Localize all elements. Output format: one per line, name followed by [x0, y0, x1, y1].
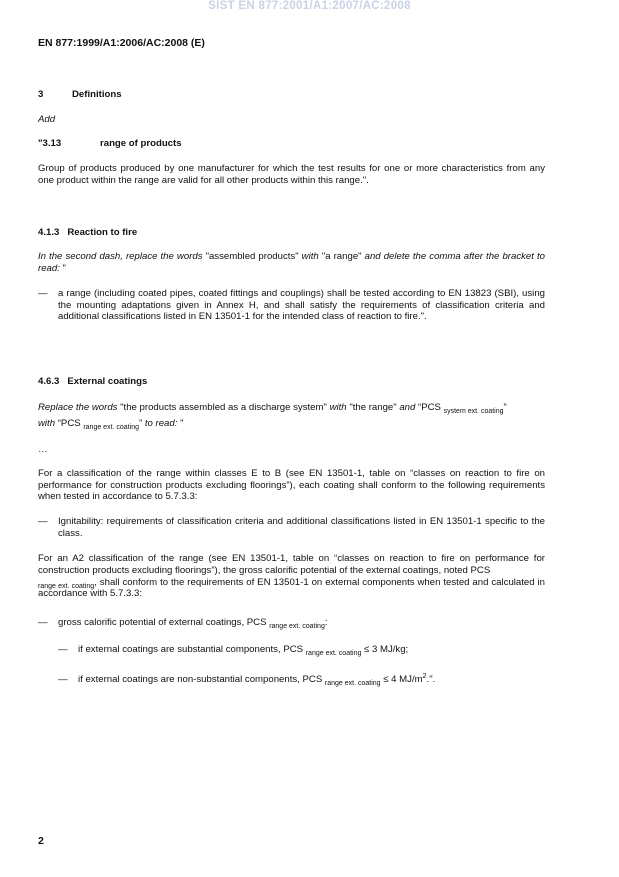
instr-text: to read:	[142, 418, 181, 429]
substantial-components-text: if external coatings are substantial components, PCS $_{range ext. coating}$ ≤ 3 MJ/kg;	[78, 644, 409, 657]
section-413-instruction	[38, 251, 545, 274]
gross-calorific-text: gross calorific potential of external coatings, PCS $_{range ext. coating}$:	[58, 617, 328, 630]
definition-number: "3.13	[38, 138, 62, 149]
list-item	[58, 644, 545, 658]
section-463-instruction	[38, 400, 545, 432]
definition-text: Group of products produced by one manufacturer for which the test results for one or more characteristics from any one product within the range are valid for all other products within this range.".	[38, 163, 545, 186]
classification-a2-paragraph	[38, 553, 545, 600]
add-instruction: Add	[38, 114, 56, 125]
dash-bullet: —	[38, 288, 48, 299]
list-item	[38, 516, 545, 540]
document-id: EN 877:1999/A1:2006/AC:2008 (E)	[38, 37, 205, 49]
list-item	[58, 674, 545, 688]
instr-text: Replace the words	[38, 402, 121, 413]
section-3-number: 3	[38, 89, 44, 100]
a2-text: , shall conform to the requirements of EN 13501-1 on external components when tested and calculated in accordance with 5.7.3.3:	[38, 576, 545, 600]
watermark: SIST EN 877:2001/A1:2007/AC:2008	[208, 0, 411, 12]
instr-text: and delete the comma after the bracket to read:	[38, 251, 545, 274]
section-463-heading: 4.6.3 External coatings	[38, 376, 148, 387]
instr-quote: "a range"	[321, 251, 362, 262]
classification-e-b-paragraph: For a classification of the range within classes E to B (see EN 13501-1, table on “classes on reaction to fire on performance for construction products excluding floorings”), each coating shall conform to the following requirements when tested in accordance to 5.7.3.3:	[38, 468, 545, 503]
instr-quote: "	[62, 262, 66, 274]
section-413-heading: 4.1.3 Reaction to fire	[38, 227, 138, 238]
subscript: system ext. coating	[443, 408, 504, 415]
ellipsis: …	[38, 444, 48, 455]
section-3-title: Definitions	[72, 89, 122, 100]
non-substantial-components-text: if external coatings are non-substantial components, PCS $_{range ext. coating}$ ≤ 4 $MJ/m^2$.".	[78, 673, 436, 687]
dash-bullet: —	[58, 644, 68, 655]
instr-quote: "	[180, 418, 184, 429]
instr-text: In the second dash, replace the words	[38, 251, 206, 262]
definition-term: range of products	[100, 138, 182, 149]
instr-quote: “PCS	[418, 402, 441, 413]
instr-quote: “PCS	[57, 418, 81, 429]
instr-quote: "assembled products"	[205, 251, 299, 262]
instr-text: with	[298, 251, 322, 262]
instr-quote: "the products assembled as a discharge system"	[120, 402, 327, 413]
list-item	[38, 288, 545, 338]
instr-quote: "the range"	[349, 402, 397, 413]
instr-quote: ”	[503, 402, 507, 413]
a2-text: For an A2 classification of the range (see EN 13501-1, table on “classes on reaction to fire on performance for construction products excluding floorings”), the gross calorific potential of the external coatings, noted PCS	[38, 553, 545, 576]
dash-bullet: —	[58, 674, 68, 685]
subscript: range ext. coating	[38, 582, 95, 590]
list-item	[38, 617, 545, 631]
instr-text: and	[396, 402, 419, 413]
instr-text: with	[38, 418, 58, 429]
dash-bullet: —	[38, 516, 48, 527]
page-number: 2	[38, 835, 44, 847]
instr-quote: ”	[138, 418, 143, 429]
instr-text: with	[326, 402, 350, 413]
dash-bullet: —	[38, 617, 48, 628]
list-item-text: a range (including coated pipes, coated fittings and couplings) shall be tested according to EN 13823 (SBI), using the mounting adaptations given in Annex H, and shall satisfy the requirements of classification criteria and additional classifications listed in EN 13501-1 for the intended class of reaction to fire.".	[58, 288, 545, 323]
subscript: range ext. coating	[83, 424, 139, 431]
ignitability-text: Ignitability: requirements of classification criteria and additional classifications listed in EN 13501-1 specific to the class.	[58, 516, 545, 539]
